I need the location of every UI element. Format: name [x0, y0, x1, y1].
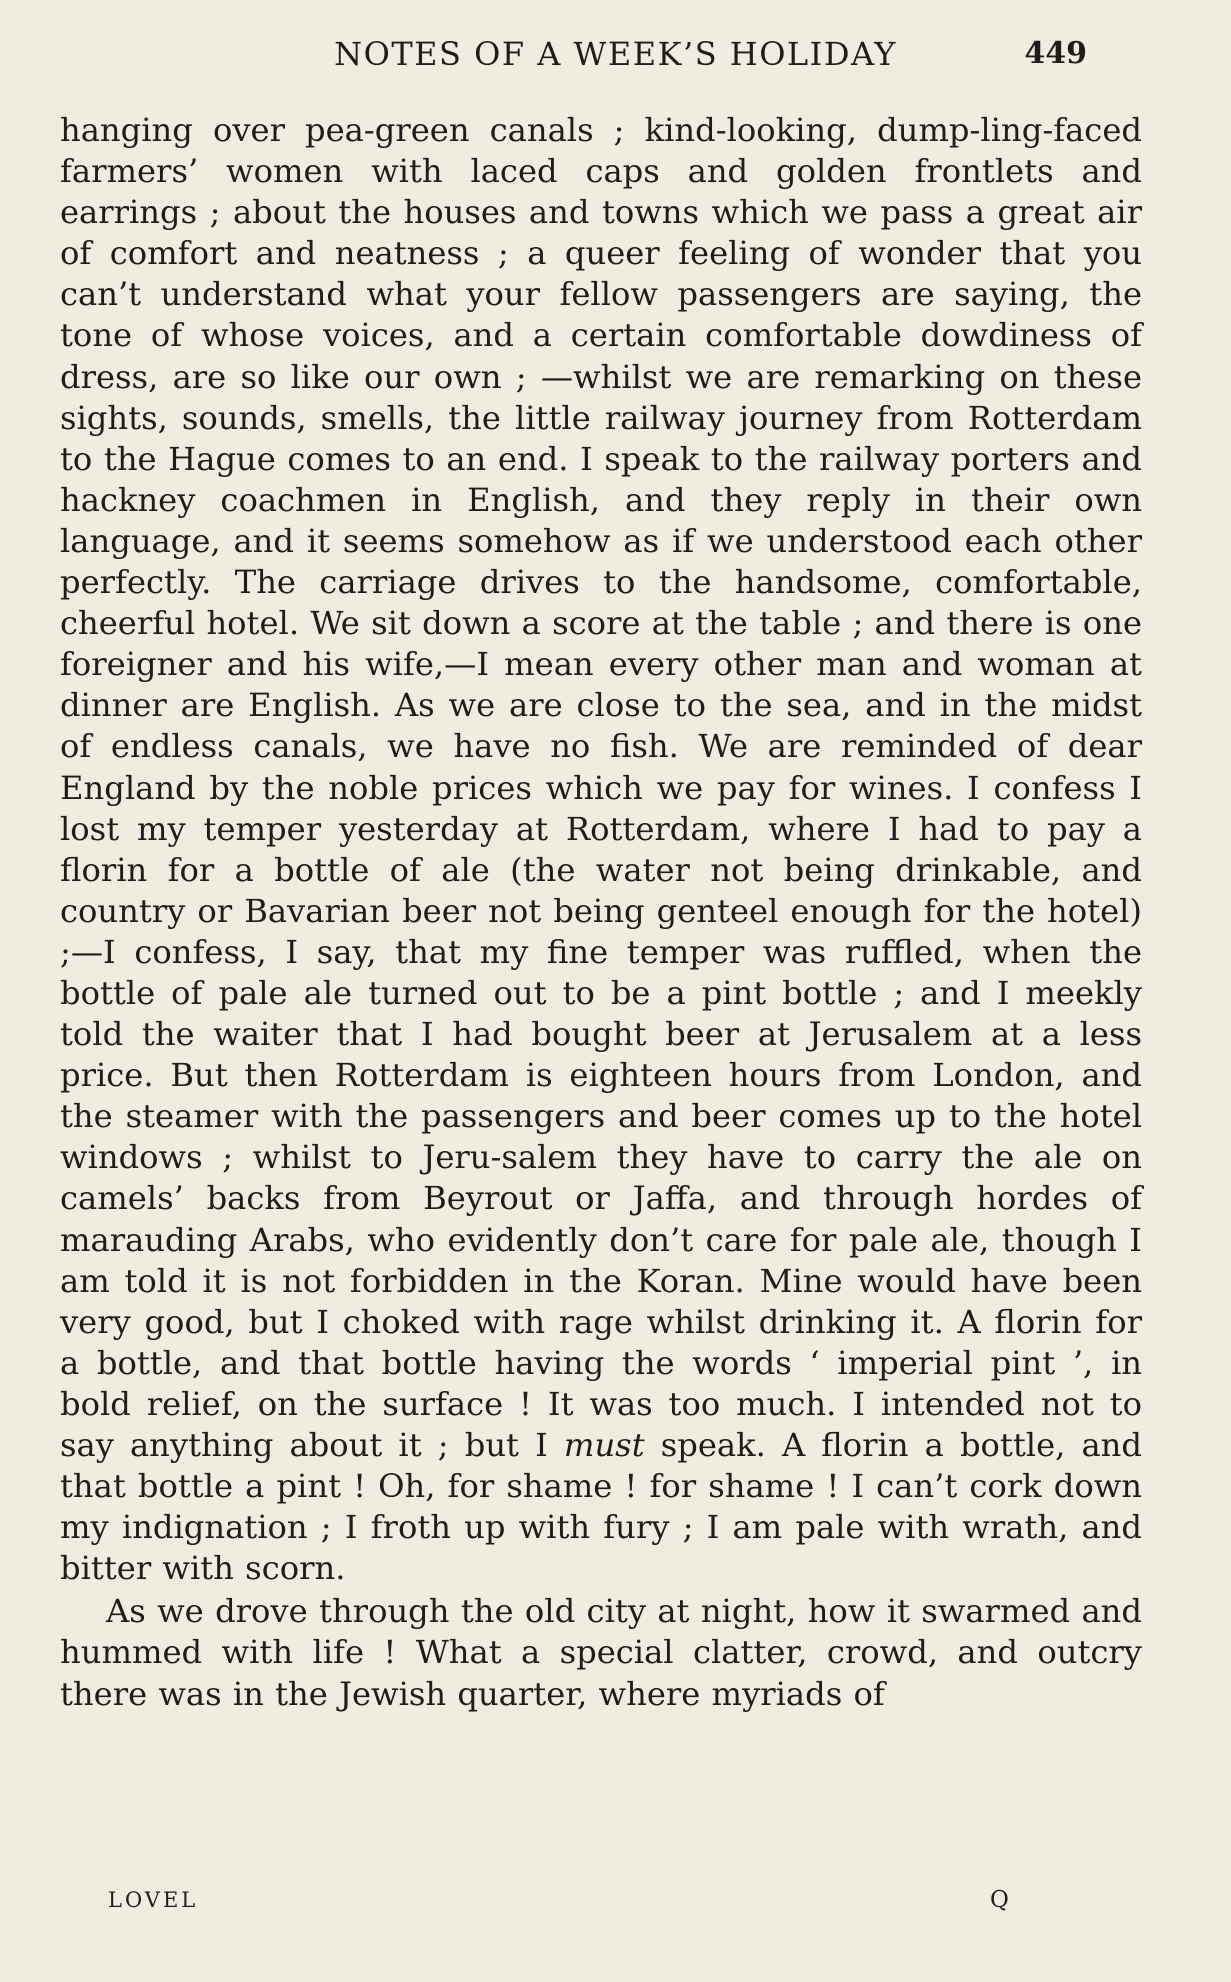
page-number: 449 — [1024, 36, 1087, 71]
paragraph-1-text: hanging over pea-green canals ; kind-looking, dump-ling-faced farmers’ women with laced caps and golden frontlets and earrings ; about the houses and towns which we pass a great air of comfort and neatness ; a queer feeling of wonder that you can’t understand what your fellow passengers are saying, the tone of whose voices, and a certain comfortable dowdiness of dress, are so like our own ; —whilst we are remarking on these sights, sounds, smells, the little railway journey from Rotterdam to the Hague comes to an end. I speak to the railway porters and hackney coachmen in English, and they reply in their own language, and it seems somehow as if we understood each other perfectly. The carriage drives to the handsome, comfortable, cheerful hotel. We sit down a score at the table ; and there is one foreigner and his wife,—I mean every other man and woman at dinner are English. As we are close to the sea, and in the midst of endless canals, we have no fish. We are reminded of dear England by the noble prices which we pay for wines. I confess I lost my temper yesterday at Rotterdam, where I had to pay a florin for a bottle of ale (the water not being drinkable, and country or Bavarian beer not being genteel enough for the hotel) ;—I confess, I say, that my fine temper was ruffled, when the bottle of pale ale turned out to be a pint bottle ; and I meekly told the waiter that I had bought beer at Jerusalem at a less price. But then Rotterdam is eighteen hours from London, and the steamer with the passengers and beer comes up to the hotel windows ; whilst to Jeru-salem they have to carry the ale on camels’ backs from Beyrout or Jaffa, and through hordes of marauding Arabs, who evidently don’t care for pale ale, though I am told it is not forbidden in the Koran. Mine would have been very good, but I choked with rage whilst drinking it. A florin for a bottle, and that bottle having the words ‘ imperial pint ’, in bold relief, on the surface ! It was too much. I intended not to say anything about it ; but I — [60, 111, 1142, 1464]
paragraph-1 — [60, 110, 1142, 1589]
body-text — [60, 110, 1142, 1715]
paragraph-2: As we drove through the old city at night, how it swarmed and hummed with life ! What a special clatter, crowd, and outcry there was in the Jewish quarter, where myriads of — [60, 1592, 1142, 1713]
printer-signature: LOVEL — [108, 1888, 199, 1912]
running-title: NOTES OF A WEEK’S HOLIDAY — [334, 35, 897, 73]
sheet-mark: Q — [990, 1887, 1009, 1913]
paragraph-1-text-end: speak. A florin a bottle, and that bottle a pint ! Oh, for shame ! for shame ! I can’t cork down my indignation ; I froth up with fury ; I am pale with wrath, and bitter with scorn. — [60, 1426, 1143, 1588]
italic-emphasis: must — [563, 1426, 645, 1464]
running-head — [60, 30, 1171, 78]
page-footer — [60, 1882, 1171, 1918]
